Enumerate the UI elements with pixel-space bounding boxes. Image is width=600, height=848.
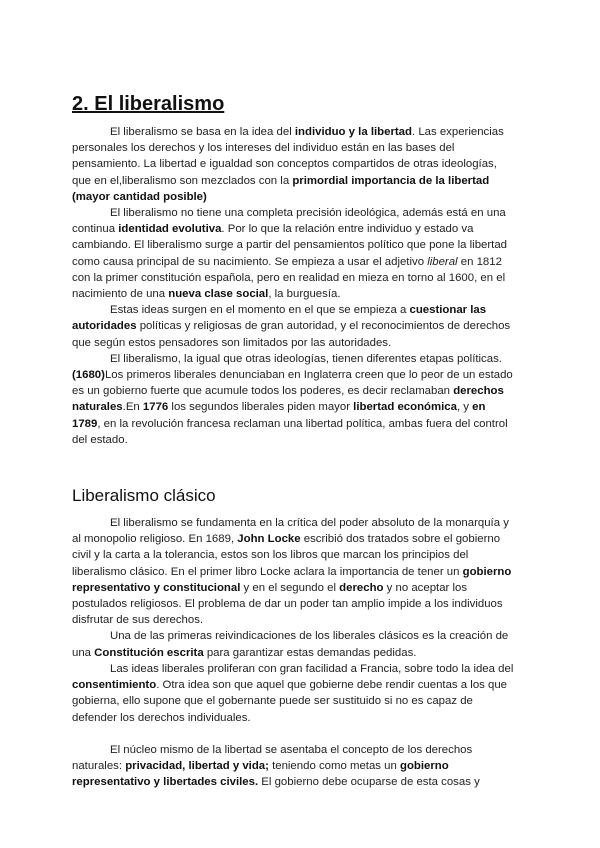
text-run: los segundos liberales piden mayor — [168, 401, 354, 414]
text-run: El liberalismo no tiene una completa precisión ideológica, además está en una continua — [72, 207, 506, 236]
text-run: escribió dos tratados sobre el gobierno civil y la carta a la tolerancia, estos son los libros que marcan los principios del liberalismo clásico. En el primer libro Locke aclara la importancia de tener un — [72, 533, 501, 578]
paragraph-precision — [72, 205, 517, 302]
text-run: y en el segundo el — [240, 581, 340, 594]
paragraph-locke — [72, 515, 517, 628]
bold-run: (1680) — [72, 369, 105, 382]
bold-run: consentimiento — [72, 679, 157, 692]
text-run: . Otra idea son que aquel que gobierne debe rendir cuentas a los que gobierna, ello supone que el gobernante puede ser sustituido si no es capaz de defender los derechos individuales. — [72, 679, 508, 724]
bold-run: privacidad, libertad y vida; — [125, 759, 269, 772]
text-run: El liberalismo se basa en la idea del — [110, 126, 295, 138]
bold-run: nueva clase social — [168, 288, 269, 301]
bold-run: primordial importancia de la libertad (mayor cantidad posible) — [72, 174, 490, 203]
text-run: para garantizar estas demandas pedidas. — [203, 646, 417, 659]
text-run: Una de las primeras reivindicaciones de los liberales clásicos es la creación de una — [72, 630, 509, 659]
bold-run: libertad económica — [353, 401, 457, 414]
bold-run: derecho — [339, 581, 384, 594]
bold-run: identidad evolutiva — [118, 223, 222, 236]
bold-run: en 1789 — [72, 401, 486, 430]
text-run: , la burguesía. — [268, 288, 341, 301]
bold-run: 1776 — [142, 401, 169, 414]
text-run: .En — [122, 401, 143, 414]
paragraph-francia — [72, 661, 517, 726]
text-run: en 1812 con la primer constitución española, pero en realidad en mieza en torno al 1600, en el nacimiento de una — [72, 255, 506, 301]
text-run: El liberalismo se fundamenta en la crítica del poder absoluto de la monarquía y al monopolio religioso. En 1689, — [72, 517, 509, 546]
paragraph-intro — [72, 124, 517, 205]
paragraph-derechos-naturales — [72, 742, 517, 791]
text-run: Estas ideas surgen en el momento en el que se empieza a — [110, 304, 410, 317]
text-run: teniendo como metas un — [268, 759, 400, 772]
paragraph-constitucion — [72, 628, 517, 660]
text-run: El núcleo mismo de la libertad se asentaba el concepto de los derechos naturales: — [72, 743, 473, 772]
bold-run: cuestionar las autoridades — [72, 304, 487, 333]
text-run: El liberalismo, la igual que otras ideologías, tienen diferentes etapas políticas. — [110, 352, 502, 365]
bold-run: derechos naturales — [72, 385, 504, 414]
section-title-liberalismo: 2. El liberalismo — [72, 93, 225, 115]
bold-run: Constitución escrita — [94, 646, 204, 659]
paragraph-autoridades — [72, 302, 517, 351]
text-run: . Por lo que la relación entre individuo y estado va cambiando. El liberalismo surge a partir del pensamientos político que pone la libertad como causa principal de su nacimiento. Se empieza a usar el adjetivo — [72, 223, 507, 268]
bold-run: gobierno representativo y constitucional — [72, 565, 512, 594]
bold-run: gobierno representativo y libertades civiles. — [72, 759, 449, 789]
text-run: , y — [456, 401, 473, 414]
text-run: El gobierno debe ocuparse de esta cosas y — [258, 776, 480, 789]
document-page — [72, 90, 517, 790]
text-run: políticas y religiosas de gran autoridad, y el reconocimientos de derechos que según estos pensadores son limitados por las autoridades. — [72, 320, 511, 349]
text-run: y no aceptar los postulados religiosos. El problema de dar un poder tan amplio impide a los individuos disfrutar de sus derechos. — [72, 581, 503, 627]
italic-run: liberal — [427, 255, 458, 268]
paragraph-etapas — [72, 351, 517, 448]
section-title-liberalismo-clasico: Liberalismo clásico — [72, 486, 216, 506]
text-run: , en la revolución francesa reclaman una libertad política, ambas fuera del control del estado. — [72, 417, 508, 446]
text-run: Los primeros liberales denunciaban en Inglaterra creen que lo peor de un estado es un gobierno fuerte que acumule todos los poderes, es decir reclamaban — [72, 369, 513, 398]
text-run: Las ideas liberales proliferan con gran facilidad a Francia, sobre todo la idea del — [110, 662, 514, 675]
text-run: . Las experiencias personales los derechos y los intereses del individuo están en las bases del pensamiento. La libertad e igualdad son conceptos compartidos de otras ideologías, que en el,liberalismo son mezclados con la — [72, 126, 504, 187]
bold-run: John Locke — [237, 533, 301, 546]
bold-run: individuo y la libertad — [294, 126, 412, 138]
